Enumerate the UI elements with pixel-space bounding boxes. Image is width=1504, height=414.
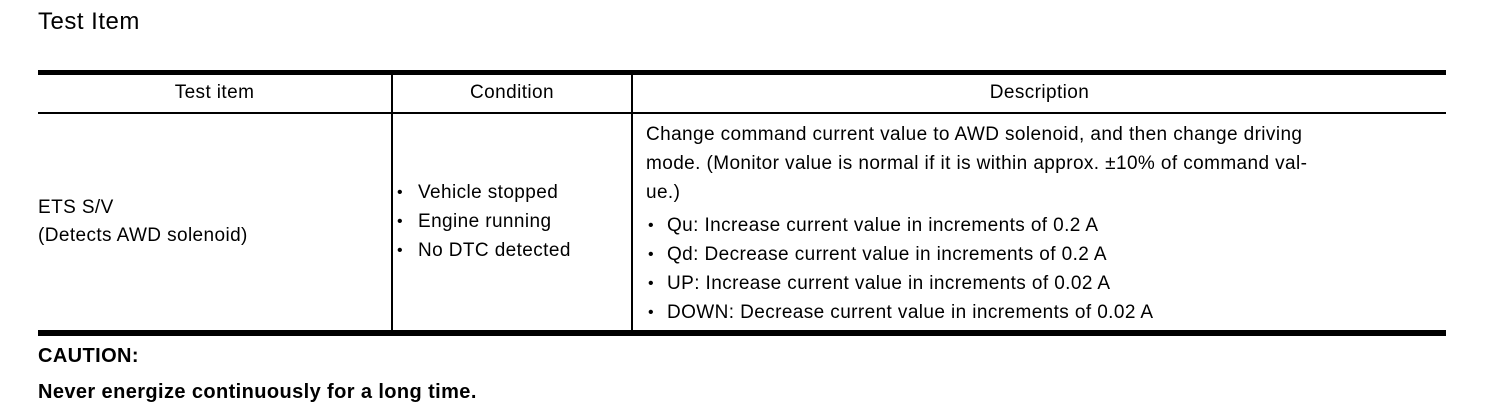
description-intro-line: mode. (Monitor value is normal if it is within approx. ±10% of command val- — [646, 152, 1308, 174]
description-intro — [646, 120, 1438, 207]
column-header-condition: Condition — [392, 73, 632, 113]
column-header-description: Description — [632, 73, 1446, 113]
description-item: • Qu: Increase current value in increments of 0.2 A — [646, 211, 1438, 240]
condition-item: • Engine running — [393, 207, 631, 236]
condition-item: • No DTC detected — [393, 236, 631, 265]
description-item: • Qd: Decrease current value in increments of 0.2 A — [646, 240, 1438, 269]
caution-section — [38, 345, 477, 403]
condition-item: • Vehicle stopped — [393, 178, 631, 207]
test-item-subtext: (Detects AWD solenoid) — [38, 224, 248, 246]
condition-cell — [392, 113, 632, 333]
description-cell — [632, 113, 1446, 333]
description-item: • DOWN: Decrease current value in increments of 0.02 A — [646, 298, 1438, 327]
table-header-row — [38, 73, 1446, 113]
description-intro-line: Change command current value to AWD solenoid, and then change driving — [646, 123, 1303, 145]
test-item-cell — [38, 113, 392, 333]
test-item-name: ETS S/V — [38, 196, 114, 218]
table-row — [38, 113, 1446, 333]
test-item-table — [38, 70, 1446, 336]
description-intro-line: ue.) — [646, 181, 681, 203]
caution-text: Never energize continuously for a long time. — [38, 381, 477, 403]
caution-label: CAUTION: — [38, 345, 139, 367]
page-title: Test Item — [38, 8, 140, 35]
description-item: • UP: Increase current value in increments of 0.02 A — [646, 269, 1438, 298]
description-list — [646, 211, 1438, 327]
column-header-test-item: Test item — [38, 73, 392, 113]
condition-list — [393, 178, 631, 265]
